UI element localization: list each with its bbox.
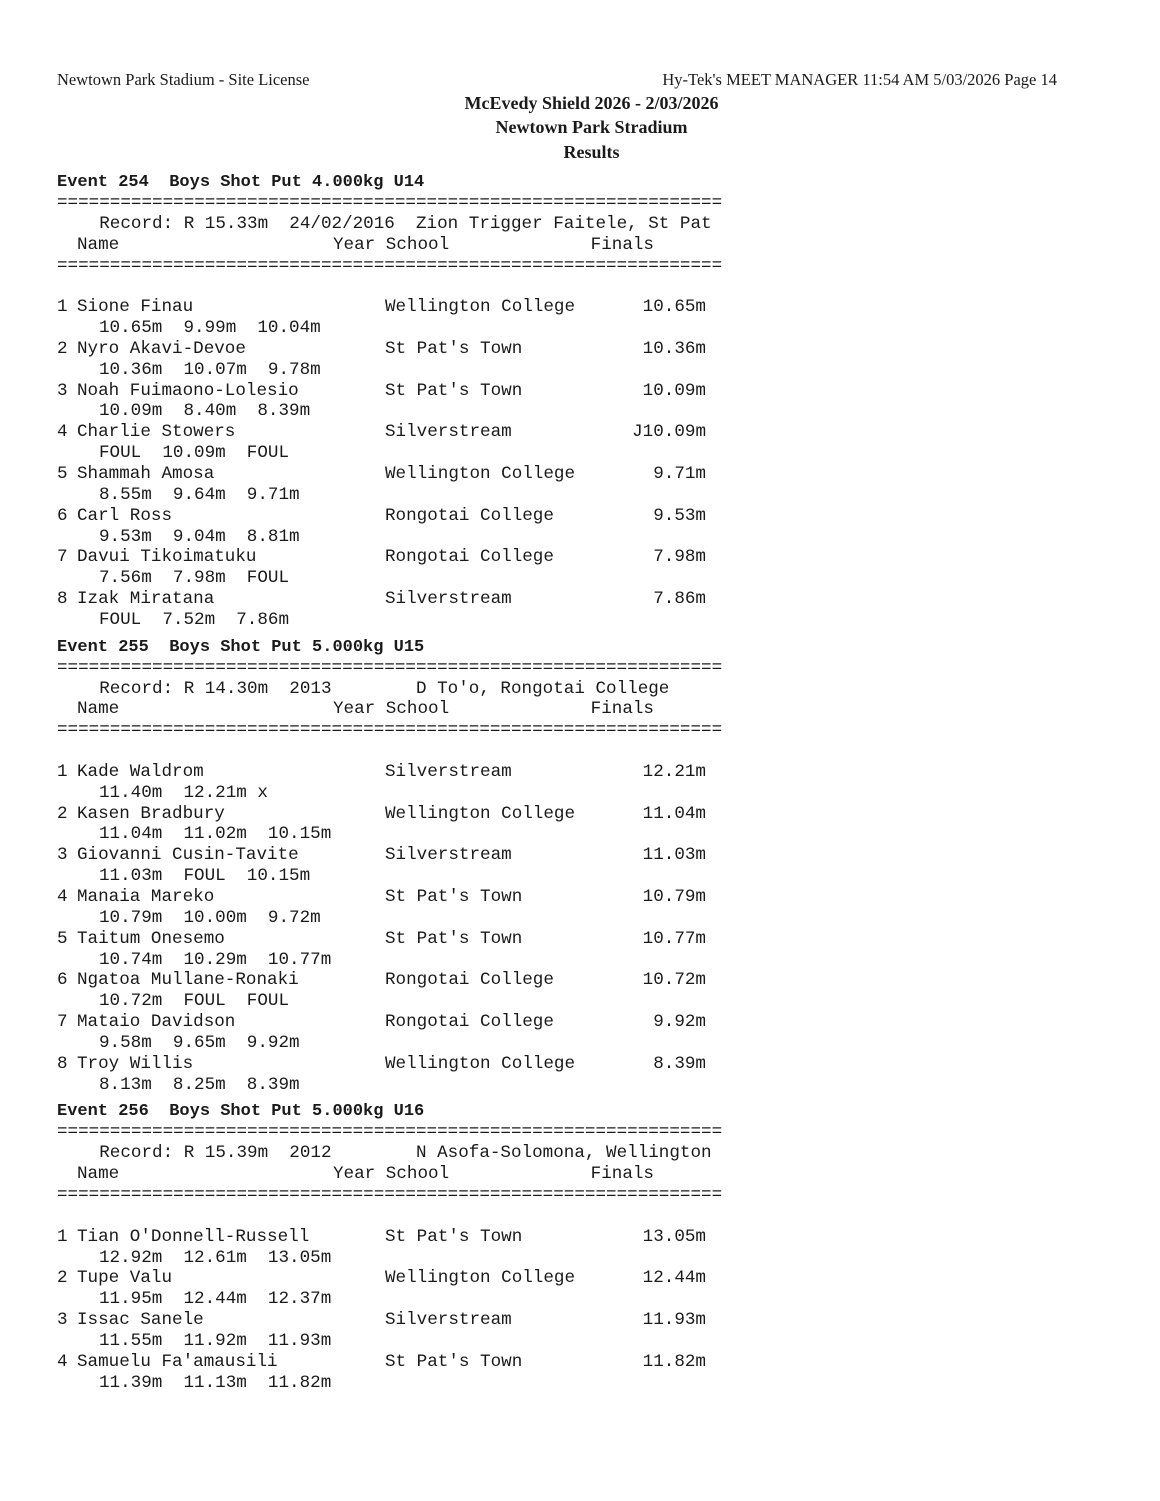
- attempt-series: 10.72m FOUL FOUL: [99, 991, 290, 1012]
- header-year-school: Year School: [333, 234, 450, 255]
- record-line: Record: R 15.39m 2012 N Asofa-Solomona, Wellington: [57, 1143, 712, 1164]
- athlete-name: Kade Waldrom: [77, 761, 204, 782]
- final-mark: 9.53m: [653, 505, 706, 526]
- school-name: Silverstream: [385, 761, 512, 782]
- school-name: St Pat's Town: [385, 380, 523, 401]
- final-mark: 10.79m: [642, 887, 706, 907]
- attempt-series: 11.39m 11.13m 11.82m: [99, 1372, 332, 1393]
- header-year-school: Year School: [333, 699, 450, 720]
- athlete-name: Nyro Akavi-Devoe: [77, 338, 246, 359]
- event-block: [57, 172, 722, 631]
- final-mark: 9.92m: [653, 1012, 706, 1033]
- final-mark: 10.72m: [642, 970, 706, 991]
- blank-gap: [57, 741, 722, 762]
- final-mark: 11.04m: [642, 803, 706, 824]
- athlete-name: Ngatoa Mullane-Ronaki: [77, 970, 299, 991]
- place-number: 4: [57, 422, 68, 443]
- final-mark: 10.77m: [642, 928, 706, 949]
- final-mark: 11.03m: [642, 845, 706, 866]
- event-block: [57, 637, 722, 1096]
- final-mark: 8.39m: [653, 1053, 706, 1074]
- athlete-name: Shammah Amosa: [77, 463, 215, 484]
- attempt-series: 10.36m 10.07m 9.78m: [99, 359, 321, 380]
- athlete-name: Tupe Valu: [77, 1268, 173, 1289]
- separator-rule: ===============================================================: [57, 1184, 723, 1205]
- school-name: St Pat's Town: [385, 887, 523, 907]
- site-license-label: Newtown Park Stadium - Site License: [57, 70, 310, 89]
- attempt-series: 11.04m 11.02m 10.15m: [99, 824, 332, 845]
- place-number: 4: [57, 887, 68, 907]
- attempt-series: 10.65m 9.99m 10.04m: [99, 318, 321, 339]
- place-number: 3: [57, 845, 68, 866]
- place-number: 5: [57, 928, 68, 949]
- school-name: Wellington College: [385, 1268, 576, 1289]
- header-name: Name: [77, 234, 120, 255]
- final-mark: 12.44m: [642, 1268, 706, 1289]
- attempt-series: 9.58m 9.65m 9.92m: [99, 1032, 300, 1053]
- school-name: St Pat's Town: [385, 1226, 523, 1247]
- athlete-name: Izak Miratana: [77, 589, 215, 610]
- results-heading: Results: [563, 142, 620, 162]
- place-number: 1: [57, 297, 68, 318]
- school-name: St Pat's Town: [385, 338, 523, 359]
- attempt-series: 10.74m 10.29m 10.77m: [99, 949, 332, 970]
- school-name: Rongotai College: [385, 970, 554, 991]
- place-number: 8: [57, 1053, 68, 1074]
- header-finals: Finals: [590, 234, 654, 255]
- school-name: Wellington College: [385, 1053, 576, 1074]
- attempt-series: 11.03m FOUL 10.15m: [99, 866, 311, 887]
- attempt-series: 11.40m 12.21m x: [99, 782, 268, 803]
- events-list: [57, 172, 722, 1399]
- attempt-series: FOUL 7.52m 7.86m: [99, 609, 290, 630]
- event-block: [57, 1101, 722, 1393]
- place-number: 5: [57, 463, 68, 484]
- meet-title: McEvedy Shield 2026 - 2/03/2026: [464, 93, 719, 113]
- final-mark: 10.09m: [642, 380, 706, 401]
- athlete-name: Giovanni Cusin-Tavite: [77, 845, 299, 866]
- result-row: [57, 589, 722, 610]
- attempt-series: 7.56m 7.98m FOUL: [99, 568, 290, 589]
- athlete-name: Noah Fuimaono-Lolesio: [77, 380, 299, 401]
- athlete-name: Tian O'Donnell-Russell: [77, 1226, 310, 1247]
- attempt-series: 11.95m 12.44m 12.37m: [99, 1289, 332, 1310]
- blank-gap: [57, 276, 722, 297]
- result-row: [57, 297, 722, 318]
- result-row: [57, 1268, 722, 1289]
- header-year-school: Year School: [333, 1164, 450, 1185]
- attempt-series: 10.09m 8.40m 8.39m: [99, 401, 311, 422]
- blank-gap: [57, 1206, 722, 1227]
- attempt-series: 8.13m 8.25m 8.39m: [99, 1074, 300, 1095]
- result-row: [57, 506, 722, 527]
- result-row: [57, 464, 722, 485]
- separator-rule: ===============================================================: [57, 720, 723, 741]
- result-row: [57, 887, 722, 908]
- result-row: [57, 1227, 722, 1248]
- place-number: 7: [57, 547, 68, 568]
- attempt-series: 9.53m 9.04m 8.81m: [99, 526, 300, 547]
- separator-rule: ===============================================================: [57, 657, 723, 678]
- result-row: [57, 339, 722, 360]
- separator-rule: ===============================================================: [57, 1122, 723, 1143]
- result-row: [57, 381, 722, 402]
- attempt-series: 12.92m 12.61m 13.05m: [99, 1247, 332, 1268]
- result-row: [57, 970, 722, 991]
- attempt-series: FOUL 10.09m FOUL: [99, 443, 290, 464]
- final-mark: 12.21m: [642, 761, 706, 782]
- school-name: Silverstream: [385, 589, 512, 610]
- header-finals: Finals: [590, 699, 654, 720]
- final-mark: 10.36m: [642, 338, 706, 359]
- header-name: Name: [77, 699, 120, 720]
- final-mark: 10.65m: [642, 297, 706, 318]
- meet-manager-stamp: Hy-Tek's MEET MANAGER 11:54 AM 5/03/2026 Page 14: [662, 70, 1057, 89]
- header-name: Name: [77, 1164, 120, 1185]
- school-name: Wellington College: [385, 463, 576, 484]
- athlete-name: Taitum Onesemo: [77, 928, 225, 949]
- final-mark: 11.82m: [642, 1351, 706, 1372]
- result-row: [57, 1054, 722, 1075]
- school-name: Rongotai College: [385, 547, 554, 568]
- record-line: Record: R 15.33m 24/02/2016 Zion Trigger Faitele, St Pat: [57, 213, 712, 234]
- final-mark: J10.09m: [632, 422, 706, 443]
- place-number: 6: [57, 505, 68, 526]
- column-header-row: [57, 699, 722, 720]
- place-number: 1: [57, 761, 68, 782]
- athlete-name: Carl Ross: [77, 505, 173, 526]
- column-header-row: [57, 1164, 722, 1185]
- final-mark: 9.71m: [653, 463, 706, 484]
- result-row: [57, 804, 722, 825]
- place-number: 3: [57, 380, 68, 401]
- event-title: Event 254 Boys Shot Put 4.000kg U14: [57, 173, 425, 192]
- separator-rule: ===============================================================: [57, 193, 723, 213]
- athlete-name: Samuelu Fa'amausili: [77, 1351, 278, 1372]
- record-line: Record: R 14.30m 2013 D To'o, Rongotai College: [57, 678, 670, 699]
- attempt-series: 10.79m 10.00m 9.72m: [99, 907, 321, 928]
- attempt-series: 8.55m 9.64m 9.71m: [99, 484, 300, 505]
- header-finals: Finals: [590, 1164, 654, 1185]
- school-name: Silverstream: [385, 1310, 512, 1331]
- final-mark: 11.93m: [642, 1310, 706, 1331]
- separator-rule: ===============================================================: [57, 255, 723, 276]
- final-mark: 7.98m: [653, 547, 706, 568]
- result-row: [57, 929, 722, 950]
- school-name: Wellington College: [385, 803, 576, 824]
- event-title: Event 256 Boys Shot Put 5.000kg U16: [57, 1102, 425, 1122]
- result-row: [57, 1310, 722, 1331]
- place-number: 2: [57, 803, 68, 824]
- result-row: [57, 547, 722, 568]
- column-header-row: [57, 235, 722, 256]
- venue-title: Newtown Park Stradium: [495, 117, 688, 137]
- place-number: 2: [57, 338, 68, 359]
- athlete-name: Issac Sanele: [77, 1310, 204, 1331]
- result-row: [57, 762, 722, 783]
- school-name: Wellington College: [385, 297, 576, 318]
- place-number: 7: [57, 1012, 68, 1033]
- result-row: [57, 1012, 722, 1033]
- school-name: Rongotai College: [385, 1012, 554, 1033]
- event-title: Event 255 Boys Shot Put 5.000kg U15: [57, 637, 425, 657]
- place-number: 3: [57, 1310, 68, 1331]
- school-name: Rongotai College: [385, 505, 554, 526]
- athlete-name: Davui Tikoimatuku: [77, 547, 257, 568]
- athlete-name: Charlie Stowers: [77, 422, 236, 443]
- place-number: 8: [57, 589, 68, 610]
- athlete-name: Sione Finau: [77, 297, 194, 318]
- athlete-name: Mataio Davidson: [77, 1012, 236, 1033]
- place-number: 4: [57, 1351, 68, 1372]
- athlete-name: Troy Willis: [77, 1053, 194, 1074]
- attempt-series: 11.55m 11.92m 11.93m: [99, 1330, 332, 1351]
- final-mark: 7.86m: [653, 589, 706, 610]
- school-name: St Pat's Town: [385, 1351, 523, 1372]
- school-name: Silverstream: [385, 845, 512, 866]
- place-number: 1: [57, 1226, 68, 1247]
- place-number: 6: [57, 970, 68, 991]
- final-mark: 13.05m: [642, 1226, 706, 1247]
- result-row: [57, 1352, 722, 1373]
- school-name: Silverstream: [385, 422, 512, 443]
- school-name: St Pat's Town: [385, 928, 523, 949]
- result-row: [57, 845, 722, 866]
- place-number: 2: [57, 1268, 68, 1289]
- result-row: [57, 422, 722, 443]
- athlete-name: Manaia Mareko: [77, 887, 215, 907]
- athlete-name: Kasen Bradbury: [77, 803, 225, 824]
